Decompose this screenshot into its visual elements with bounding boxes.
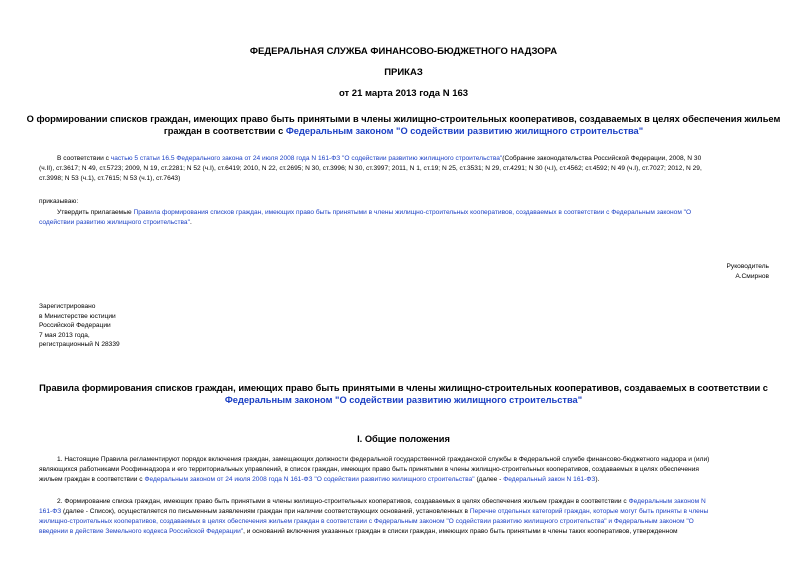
preamble-rest: (Собрание законодательства Российской Федерации, 2008, N 30 <box>502 155 702 162</box>
registration-block <box>39 302 120 350</box>
registration-line: 7 мая 2013 года, <box>39 331 90 339</box>
para1-text: (далее - <box>474 476 504 483</box>
preamble-line2: (ч.II), ст.3617; N 49, ст.5723; 2009, N 19, ст.2281; N 52 (ч.I), ст.6419; 2010, N 22, ст.2695; N 30, ст.3996; N 30, ст.3997; 2011, N 1, ст.19; N 25, ст.3531; N 29, ст.4291; N 30 (ч.I), ст.4562; ст.4592; N 49 (ч.I), ст.7027; 2012, N 29, <box>39 165 702 172</box>
order-end: . <box>189 219 192 226</box>
para1-line2: являющихся работниками Росфиннадзора и его территориальных управлений, в список граждан, имеющих право быть принятыми в члены жилищно-строительных кооперативов, создаваемых в целях обеспечения <box>39 466 699 473</box>
order-word: приказываю: <box>39 198 79 205</box>
para2-list-link[interactable]: Перечне отдельных категорий граждан, которые могут быть приняты в члены <box>469 508 709 515</box>
rules-title-law-link[interactable]: Федеральным законом "О содействии развитию жилищного строительства" <box>224 395 583 405</box>
agency-heading: ФЕДЕРАЛЬНАЯ СЛУЖБА ФИНАНСОВО-БЮДЖЕТНОГО НАДЗОРА <box>249 46 558 57</box>
registration-line: Российской Федерации <box>39 322 111 330</box>
para2-law-link-cont[interactable]: 161-ФЗ <box>39 508 62 515</box>
para2-text: (далее - Список), осуществляется по письменным заявлениям граждан при наличии соответствующих оснований, установленных в <box>61 508 470 515</box>
title-text: граждан в соответствии с <box>163 126 286 136</box>
signature-name: А.Смирнов <box>735 273 769 280</box>
para1-text: жильем граждан в соответствии с <box>39 476 145 483</box>
order-line2 <box>39 218 192 228</box>
para2-list-link-cont[interactable]: жилищно-строительных кооперативов, создаваемых в целях обеспечения жильем граждан в соответствии с Федеральным законом "О содействии развитию жилищного строительства" и Федеральным законом "О <box>39 518 694 525</box>
doc-type-heading: ПРИКАЗ <box>384 67 423 78</box>
para2-text: 2. Формирование списка граждан, имеющих право быть принятыми в члены жилищно-строительных кооперативов, создаваемых в целях обеспечения жильем граждан в соответствии с <box>57 498 629 505</box>
rules-title-line1: Правила формирования списков граждан, имеющих право быть принятыми в члены жилищно-строительных кооперативов, создаваемых в соответствии с <box>39 383 768 393</box>
preamble-line3: ст.3998; N 53 (ч.1), ст.7615; N 53 (ч.1), ст.7643) <box>39 175 181 182</box>
para2-line3 <box>39 517 694 527</box>
document-title-line1: О формировании списков граждан, имеющих право быть принятыми в члены жилищно-строительных кооперативов, создаваемых в целях обеспечения жильем <box>26 114 781 124</box>
para1-line1: 1. Настоящие Правила регламентируют порядок включения граждан, замещающих должности федеральной государственной гражданской службы в Федеральной службе финансово-бюджетного надзора и (или) <box>57 456 710 463</box>
registration-line: Зарегистрировано <box>39 303 96 310</box>
registration-line: регистрационный N 28339 <box>39 341 120 349</box>
para1-law-short-link[interactable]: Федеральный закон N 161-ФЗ <box>503 476 596 483</box>
para1-text: ). <box>595 476 600 483</box>
para2-law-link[interactable]: Федеральным законом N <box>628 498 706 505</box>
para2-line2 <box>39 507 708 517</box>
para1-line3 <box>39 475 599 485</box>
section-heading: I. Общие положения <box>357 434 450 444</box>
para2-land-code-link[interactable]: введении в действие Земельного кодекса Российской Федерации" <box>39 528 244 535</box>
para2-line1 <box>57 497 706 507</box>
preamble-law-link[interactable]: частью 5 статьи 16.5 Федерального закона от 24 июля 2008 года N 161-ФЗ "О содействии развитию жилищного строительства" <box>110 155 503 162</box>
preamble-line1 <box>57 154 701 164</box>
rules-link-part1[interactable]: Правила формирования списков граждан, имеющих право быть принятыми в члены жилищно-строительных кооперативов, создаваемых в соответствии с Федеральным законом "О <box>133 209 692 216</box>
order-lead: Утвердить прилагаемые <box>57 209 134 216</box>
para1-law-link[interactable]: Федеральным законом от 24 июля 2008 года N 161-ФЗ "О содействии развитию жилищного строительства" <box>144 476 475 483</box>
doc-date-number: от 21 марта 2013 года N 163 <box>338 88 469 99</box>
preamble-lead: В соответствии с <box>57 155 111 162</box>
order-line1 <box>57 208 691 218</box>
rules-title-line2 <box>0 395 807 405</box>
registration-line: в Министерстве юстиции <box>39 312 116 320</box>
rules-link-part2[interactable]: содействии развитию жилищного строительства" <box>39 219 190 226</box>
para2-text: , и оснований включения указанных граждан в списки граждан, имеющих право быть принятыми в члены таких кооперативов, утвержденном <box>243 528 678 535</box>
title-law-link[interactable]: Федеральным законом "О содействии развитию жилищного строительства" <box>285 126 644 136</box>
para2-line4 <box>39 527 678 537</box>
document-title-line2 <box>0 126 807 136</box>
signature-role: Руководитель <box>726 263 769 270</box>
